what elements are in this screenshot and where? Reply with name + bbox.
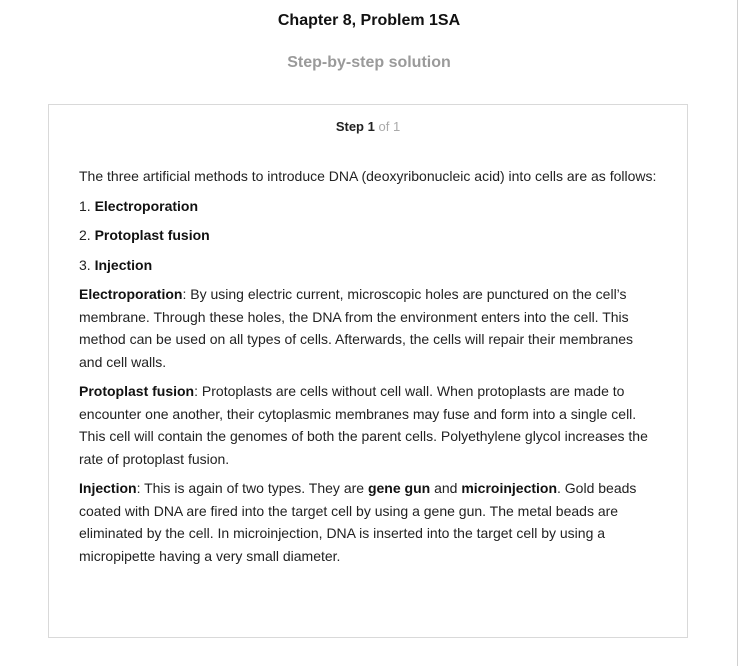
solution-content bbox=[79, 165, 659, 574]
list-item-label: Electroporation bbox=[94, 197, 199, 214]
protoplast-term: Protoplast fusion bbox=[79, 383, 195, 399]
list-item bbox=[79, 224, 659, 247]
electroporation-term: Electroporation bbox=[79, 286, 183, 302]
microinjection-term: microinjection bbox=[461, 480, 558, 496]
list-item-number: 3. bbox=[79, 256, 91, 273]
list-item-label: Injection bbox=[94, 256, 153, 273]
injection-term: Injection bbox=[79, 480, 137, 496]
protoplast-text: : Protoplasts are cells without cell wall. When protoplasts are made to encounter one another, their cytoplasmic membranes may fuse and form into a single cell. This cell will contain the genomes of both the parent cells. Polyethylene glycol increases the rate of protoplast fusion. bbox=[79, 383, 648, 467]
solution-card bbox=[48, 104, 688, 638]
protoplast-paragraph bbox=[79, 380, 659, 470]
list-item-label: Protoplast fusion bbox=[94, 227, 210, 243]
solution-subtitle: Step-by-step solution bbox=[287, 54, 451, 71]
electroporation-text: : By using electric current, microscopic holes are punctured on the cell’s membrane. Through these holes, the DNA from the environment enters into the cell. This method can be used on all types of cells. Afterwards, the cells will repair their membranes and cell walls. bbox=[79, 286, 634, 370]
intro-paragraph: The three artificial methods to introduce DNA (deoxyribonucleic acid) into cells are as follows: bbox=[79, 168, 657, 184]
injection-text-a: : This is again of two types. They are bbox=[136, 480, 368, 496]
injection-text-b: and bbox=[430, 480, 462, 496]
list-item-number: 2. bbox=[79, 227, 91, 243]
list-item bbox=[79, 195, 659, 218]
step-number: 1 bbox=[367, 119, 375, 134]
electroporation-paragraph bbox=[79, 283, 659, 373]
step-total: of 1 bbox=[378, 119, 401, 134]
step-indicator bbox=[49, 119, 687, 134]
list-item bbox=[79, 254, 659, 277]
injection-text-c: . Gold beads coated with DNA are fired into the target cell by using a gene gun. The metal beads are eliminated by the cell. In microinjection, DNA is inserted into the target cell by using a micropipette having a very small diameter. bbox=[79, 480, 637, 564]
list-item-number: 1. bbox=[79, 197, 91, 214]
gene-gun-term: gene gun bbox=[367, 480, 431, 496]
injection-paragraph bbox=[79, 477, 659, 567]
chapter-title: Chapter 8, Problem 1SA bbox=[277, 12, 461, 29]
step-label: Step bbox=[335, 119, 364, 134]
